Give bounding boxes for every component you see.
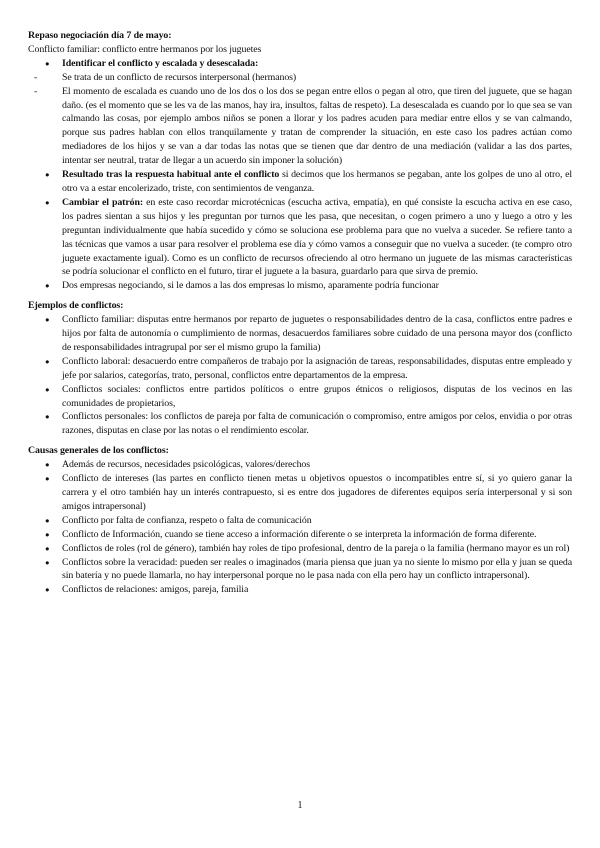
list-item: ● Conflictos sociales: conflictos entre partidos políticos o entre grupos étnicos o religiosos, disputas de los vecinos en las comunidades de propietarios, — [28, 383, 572, 411]
page-number: 1 — [297, 800, 303, 811]
item-label: Cambiar el patrón: — [62, 196, 144, 208]
item-label: Resultado tras la respuesta habitual ante el conflicto — [62, 169, 280, 181]
list-item: ● Dos empresas negociando, si le damos a las dos empresas lo mismo, aparamente podría funcionar — [28, 279, 572, 293]
list-item: ● Conflicto familiar: disputas entre hermanos por reparto de juguetes o responsabilidades dentro de la casa, conflictos entre padres e hijos por falta de autonomía o cumplimiento de normas, desacuerdos familiares sobre cuidado de una persona mayor dos (conflicto de responsabilidades intragrupal por ser el mismo grupo la familia) — [28, 313, 572, 355]
section1-list — [28, 57, 572, 293]
section-heading: Ejemplos de conflictos: — [28, 300, 124, 312]
list-item: ● Conflictos sobre la veracidad: pueden ser reales o imaginados (maria piensa que juan ya no siente lo mismo por ella y juan se queda sin batería y no puede llamarla, no hay interpersonal porque no le pasa nada con ella pero hay un conflicto intrapersonal). — [28, 556, 572, 584]
document-title: Repaso negociación día 7 de mayo: — [28, 30, 172, 41]
list-item — [28, 168, 572, 196]
section2-list — [28, 313, 572, 438]
list-item — [28, 196, 572, 279]
list-item: - El momento de escalada es cuando uno de los dos o los dos se pegan entre ellos o pegan al otro, que tiren del juguete, que se hagan daño. (es el momento que se les va de las manos, hay ira, insultos, faltas de respeto). La desescalada es cuando por lo que sea se van calmando las cosas, por ejemplo ambos niños se ponen a llorar y los padres acuden para mediar entre ellos y se van calmando, porque sus padres hablan con ellos tranquilamente y tratan de comprender la situación, en este caso los padres actúan como mediadores de los hijos y se van a dar todas las notas que se tienen que dar dentro de una mediación (validar a las dos partes, intentar ser neutral, tratar de llegar a un acuerdo sin imponer la solución) — [28, 85, 572, 168]
list-item: ● Conflictos personales: los conflictos de pareja por falta de comunicación o compromiso, entre amigos por celos, envidia o por otras razones, disputas en clase por las notas o el rendimiento escolar. — [28, 410, 572, 438]
section-heading: Causas generales de los conflictos: — [28, 445, 169, 457]
document-body — [28, 29, 572, 597]
list-item: ● Conflicto por falta de confianza, respeto o falta de comunicación — [28, 514, 572, 528]
document-subtitle: Conflicto familiar: conflicto entre hermanos por los juguetes — [28, 43, 262, 55]
list-item: ● Conflictos de roles (rol de género), también hay roles de tipo profesional, dentro de la pareja o la familia (hermano mayor es un rol) — [28, 542, 572, 556]
item-text: si decimos que los hermanos se pegaban, ante los golpes de uno al otro, el otro va a estar encolerizado, triste, con sentimientos de venganza. — [62, 169, 572, 194]
list-item: ● Identificar el conflicto y escalada y desescalada: — [28, 57, 572, 71]
list-item: ● Conflictos de relaciones: amigos, pareja, familia — [28, 583, 572, 597]
list-item: ● Conflicto de Información, cuando se tiene acceso a información diferente o se interpreta la información de forma diferente. — [28, 528, 572, 542]
item-text: en este caso recordar microtécnicas (escucha activa, empatía), en qué consiste la escucha activa en ese caso, los padres sientan a sus hijos y les preguntan por turnos que les pasa, que necesitan, o cogen primero a uno y luego a otro y les preguntan individualmente que había sucedido y cómo se soluciona ese problema para que no vuelva a suceder. Se refiere tanto a las técnicas que vamos a usar para resolver el problema ese día y cómo vamos a conseguir que no vuelva a suceder. (te compro otro juguete exactamente igual). Como es un conflicto de recursos ofreciendo al otro hermano un juguete de las mismas características se podría solucionar el conflicto en el futuro, tirar el juguete a la basura, guardarlo para que sirva de premio. — [62, 196, 572, 278]
list-item: ● Además de recursos, necesidades psicológicas, valores/derechos — [28, 458, 572, 472]
list-item: ● Conflicto laboral: desacuerdo entre compañeros de trabajo por la asignación de tareas, responsabilidades, disputas entre empleado y jefe por salarios, categorías, trato, personal, conflictos entre departamentos de la empresa. — [28, 355, 572, 383]
list-item: ● Conflicto de intereses (las partes en conflicto tienen metas u objetivos opuestos o incompatibles entre sí, si yo quiero ganar la carrera y el otro también hay un interés contrapuesto, si es entre dos jugadores de diferentes equipos sería interpersonal y si son amigos intrapersonal) — [28, 472, 572, 514]
section3-list — [28, 458, 572, 597]
list-item: - Se trata de un conflicto de recursos interpersonal (hermanos) — [28, 71, 572, 85]
